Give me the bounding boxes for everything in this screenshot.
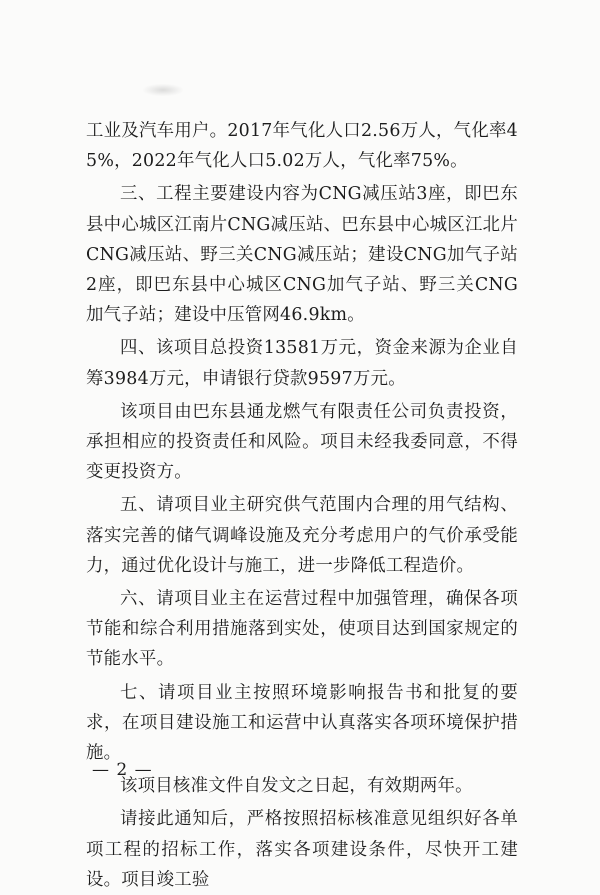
scan-smudge bbox=[143, 84, 183, 96]
paragraph-environment: 七、请项目业主按照环境影响报告书和批复的要求，在项目建设施工和运营中认真落实各项环境保护措施。 bbox=[86, 682, 518, 764]
paragraph-investment: 四、该项目总投资13581万元，资金来源为企业自筹3984万元，申请银行贷款9597万元。 bbox=[86, 338, 518, 389]
paragraph-energy-saving: 六、请项目业主在运营过程中加强管理，确保各项节能和综合利用措施落到实处，使项目达到国家规定的节能水平。 bbox=[86, 589, 518, 670]
page-number: — 2 — bbox=[92, 760, 153, 780]
paragraph-validity: 该项目核准文件自发文之日起，有效期两年。 bbox=[120, 776, 473, 797]
paragraph-gas-structure: 五、请项目业主研究供气范围内合理的用气结构、落实完善的储气调峰设施及充分考虑用户的气价承受能力，通过优化设计与施工，进一步降低工程造价。 bbox=[86, 495, 518, 576]
paragraph-investor: 该项目由巴东县通龙燃气有限责任公司负责投资，承担相应的投资责任和风险。项目未经我委同意，不得变更投资方。 bbox=[86, 401, 518, 483]
paragraph-continuation: 工业及汽车用户。2017年气化人口2.56万人，气化率45%，2022年气化人口5.02万人，气化率75%。 bbox=[86, 121, 518, 172]
paragraph-construction-content: 三、工程主要建设内容为CNG减压站3座，即巴东县中心城区江南片CNG减压站、巴东县中心城区江北片CNG减压站、野三关CNG减压站；建设CNG加气子站2座，即巴东县中心城区CNG加气子站、野三关CNG加气子站；建设中压管网46.9km。 bbox=[86, 184, 518, 326]
paragraph-instructions: 请接此通知后，严格按照招标核准意见组织好各单项工程的招标工作，落实各项建设条件，尽快开工建设。项目竣工验 bbox=[86, 809, 518, 890]
